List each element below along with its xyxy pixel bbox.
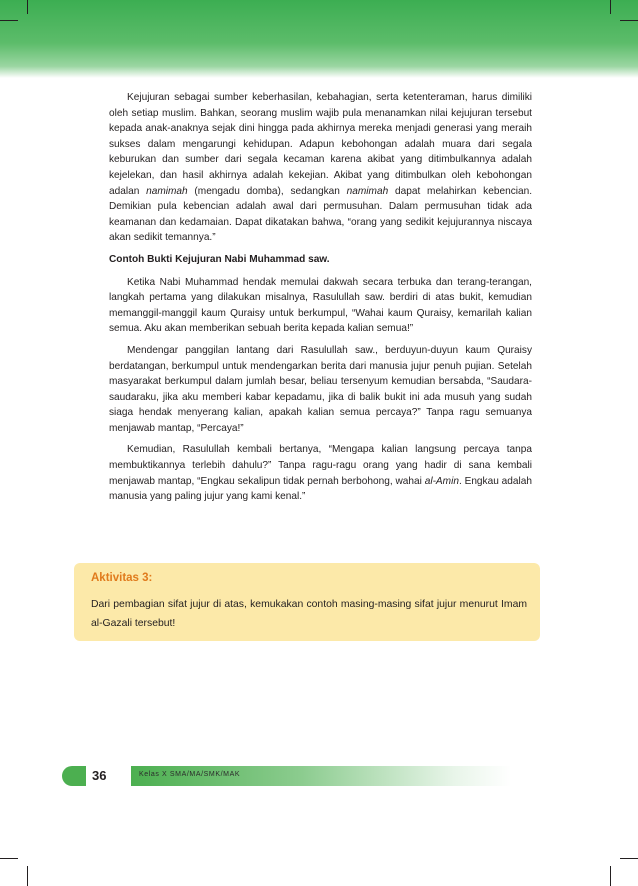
paragraph-1-text: Kejujuran sebagai sumber keberhasilan, kebahagian, serta ketenteraman, harus dimiliki oleh setiap muslim. Bahkan, seorang muslim wajib pula menanamkan nilai kejujuran tersebut kepada anak-anaknya sejak dini hingga pada akhirnya mereka menjadi generasi yang meraih sukses dalam mengarungi kehidupan. Adapun kebohongan adalah muara dari segala keburukan dan sumber dari segala kecaman karena akibat yang ditimbulkannya adalah kejelekan, dan hasil akhirnya adalah kekejian. Akibat yang ditimbulkan oleh kebohongan adalan (109, 92, 532, 197)
term-namimah: namimah (346, 185, 389, 197)
crop-mark (620, 858, 638, 859)
paragraph-1-end: dapat melahirkan kebencian. Demikian pula kebencian adalah awal dari permusuhan. Dalam permusuhan tidak ada keamanan dan kedamaian. Dapat dikatakan bahwa, “orang yang sedikit kejujurannya niscaya akan sedikit temannya.” (109, 185, 533, 244)
paragraph-4-start: Kemudian, Rasulullah kembali bertanya, “Mengapa kalian langsung percaya tanpa membuktikannya terlebih dahulu?” Tanpa ragu-ragu orang yang hadir di sana kembali menjawab mantap, “Engkau sekalipun tidak pernah berbohong, wahai (109, 444, 532, 487)
paragraph-4 (109, 442, 532, 504)
header-band (0, 0, 638, 78)
crop-mark (610, 0, 611, 14)
body-text (109, 90, 532, 511)
crop-mark (610, 866, 611, 886)
crop-mark (27, 866, 28, 886)
page-number: 36 (92, 768, 107, 783)
crop-mark (0, 20, 18, 21)
paragraph-1 (109, 90, 532, 246)
section-heading: Contoh Bukti Kejujuran Nabi Muhammad saw. (109, 253, 330, 265)
paragraph-2: Ketika Nabi Muhammad hendak memulai dakwah secara terbuka dan terang-terangan, langkah pertama yang dilakukan misalnya, Rasulullah saw. berdiri di atas bukit, kemudian memanggil-manggil kaum Quraisy untuk berkumpul, “Wahai kaum Quraisy, kemarilah kalian semua. Aku akan memberikan sebuah berita kepada kalian semua!” (109, 276, 532, 335)
footer-page-tab (62, 766, 86, 786)
term-al-amin: al-Amin (424, 475, 459, 487)
paragraph-3: Mendengar panggilan lantang dari Rasulullah saw., berduyun-duyun kaum Quraisy berdatangan, berkumpul untuk mendengarkan berita dari manusia jujur penuh pujian. Setelah masyarakat berkumpul dalam jumlah besar, beliau tersenyum kemudian bersabda, “Saudara-saudaraku, jika aku memberi kabar kepadamu, jika di balik bukit ini ada musuh yang sudah siaga hendak menyerang kalian, apakah kalian semua percaya?” Tanpa ragu semuanya menjawab mantap, “Percaya!” (109, 344, 532, 434)
activity-box (74, 563, 540, 641)
crop-mark (27, 0, 28, 14)
crop-mark (0, 858, 18, 859)
activity-title: Aktivitas 3: (91, 572, 153, 584)
paragraph-1-mid: (mengadu domba), sedangkan (194, 185, 340, 197)
crop-mark (620, 20, 638, 21)
term-namimah: namimah (146, 185, 188, 197)
footer-label: Kelas X SMA/MA/SMK/MAK (139, 771, 241, 778)
paragraph-4-end: . Engkau adalah manusia yang paling jujur yang kami kenal.” (109, 475, 532, 503)
activity-text: Dari pembagian sifat jujur di atas, kemukakan contoh masing-masing sifat jujur menurut Imam al-Gazali tersebut! (91, 599, 527, 629)
